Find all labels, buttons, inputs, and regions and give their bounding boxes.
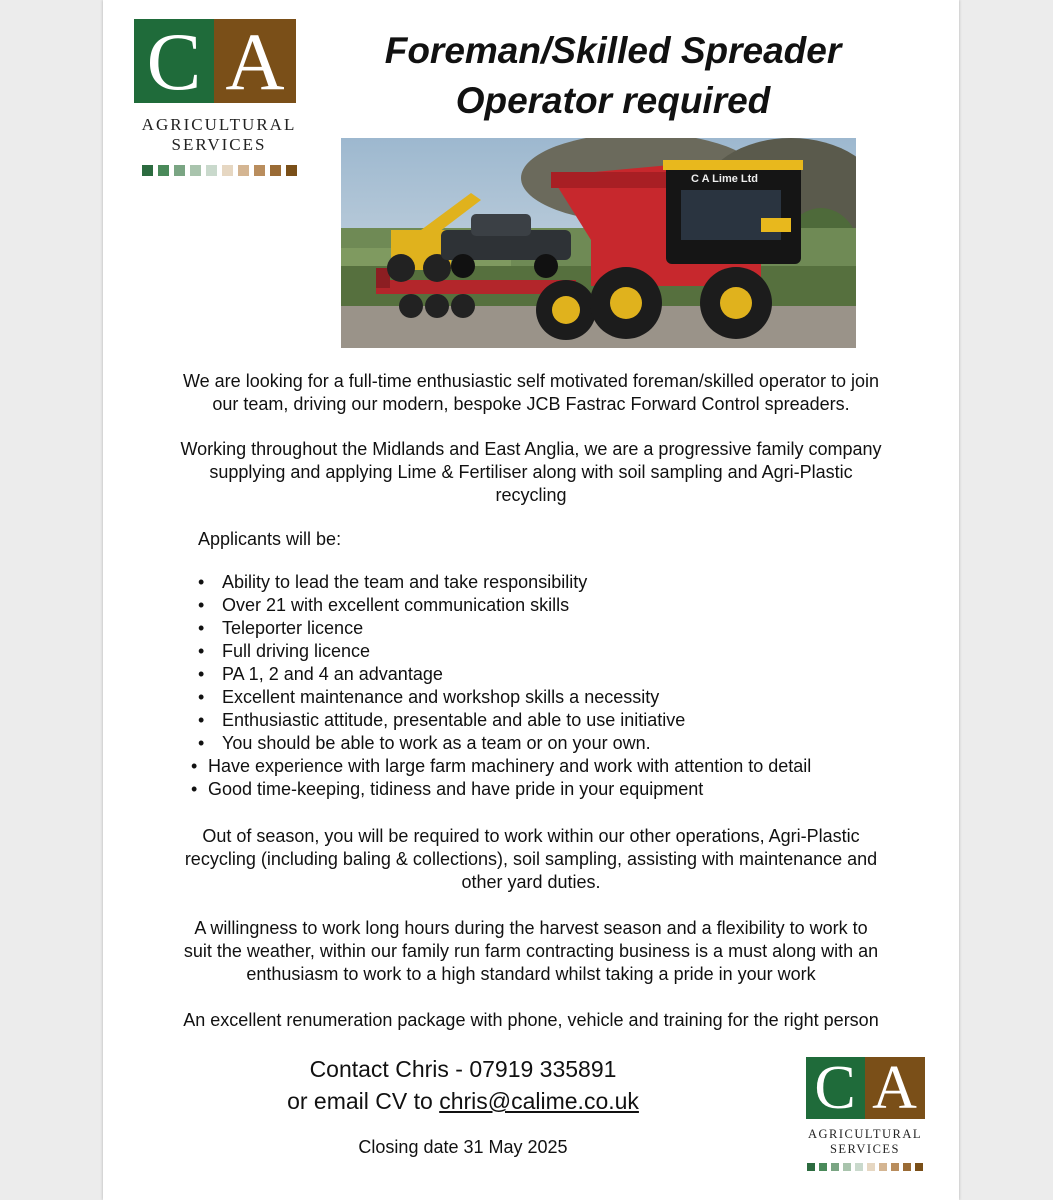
contact-phone: Contact Chris - 07919 335891 (309, 1056, 617, 1082)
closing-date: Closing date 31 May 2025 (358, 1137, 568, 1157)
page-title: Foreman/Skilled Spreader Operator required (384, 30, 842, 121)
job-advert-page (103, 0, 959, 1200)
list-item: • You should be able to work as a team or on your own. (198, 733, 651, 753)
list-item: • Good time-keeping, tidiness and have pride in your equipment (191, 779, 704, 799)
company-logo-bottom (798, 1054, 932, 1171)
logo-swatch (879, 1163, 887, 1171)
logo-swatch (238, 165, 249, 176)
list-item: • Teleporter licence (198, 618, 364, 638)
logo-swatch (206, 165, 217, 176)
logo-swatch (891, 1163, 899, 1171)
logo-swatch (855, 1163, 863, 1171)
truck-sign-text: C A Lime Ltd (691, 173, 759, 185)
logo-color-swatches (798, 1163, 932, 1171)
list-item: • Have experience with large farm machinery and work with attention to detail (191, 756, 812, 776)
contact-block (233, 1053, 693, 1117)
logo-swatch (831, 1163, 839, 1171)
email-link[interactable]: chris@calime.co.uk (439, 1088, 639, 1114)
package-paragraph: An excellent renumeration package with phone, vehicle and training for the right person (183, 1010, 879, 1030)
logo-swatch (254, 165, 265, 176)
logo-a-block: A (214, 19, 296, 103)
logo-swatch (903, 1163, 911, 1171)
logo-swatch (174, 165, 185, 176)
logo-swatch (270, 165, 281, 176)
willingness-paragraph: A willingness to work long hours during the harvest season and a flexibility to work to suit the weather, within our family run farm contracting business is a must along with an enthusiasm to work to a high standard whilst taking a pride in your work (183, 918, 879, 984)
logo-swatch (222, 165, 233, 176)
logo-swatch (158, 165, 169, 176)
list-item: • Enthusiastic attitude, presentable and able to use initiative (198, 710, 686, 730)
list-item: • Ability to lead the team and take responsibility (198, 572, 588, 592)
list-item: • PA 1, 2 and 4 an advantage (198, 664, 443, 684)
logo-tagline: AGRICULTURAL SERVICES (807, 1127, 923, 1156)
logo-c-block: C (806, 1057, 865, 1119)
machinery-photo (341, 138, 856, 348)
logo-swatch (819, 1163, 827, 1171)
logo-color-swatches (134, 165, 304, 176)
logo-swatch (190, 165, 201, 176)
list-item: • Full driving licence (198, 641, 371, 661)
logo-swatch (807, 1163, 815, 1171)
tractor-spreader-illustration (341, 138, 856, 348)
list-item: • Over 21 with excellent communication skills (198, 595, 570, 615)
applicants-section (191, 528, 812, 801)
logo-a-block: A (865, 1057, 925, 1119)
company-logo-top (134, 16, 304, 176)
logo-c-block: C (134, 19, 214, 103)
logo-swatch (915, 1163, 923, 1171)
intro-paragraph: We are looking for a full-time enthusiastic self motivated foreman/skilled operator to join our team, driving our modern, bespoke JCB Fastrac Forward Control spreaders. (183, 371, 879, 414)
logo-swatch (867, 1163, 875, 1171)
contact-email-line: or email CV to chris@calime.co.uk (287, 1088, 639, 1114)
list-item: • Excellent maintenance and workshop skills a necessity (198, 687, 660, 707)
logo-swatch (843, 1163, 851, 1171)
logo-swatch (286, 165, 297, 176)
company-paragraph: Working throughout the Midlands and East Anglia, we are a progressive family company supplying and applying Lime & Fertiliser along with soil sampling and Agri-Plastic recycling (180, 439, 882, 505)
applicants-list (191, 571, 812, 801)
out-of-season-paragraph: Out of season, you will be required to work within our other operations, Agri-Plastic recycling (including baling & collections), soil sampling, assisting with maintenance and other yard duties. (184, 826, 878, 892)
logo-swatch (142, 165, 153, 176)
logo-tagline: AGRICULTURAL SERVICES (141, 115, 297, 155)
applicants-heading: Applicants will be: (198, 529, 342, 549)
